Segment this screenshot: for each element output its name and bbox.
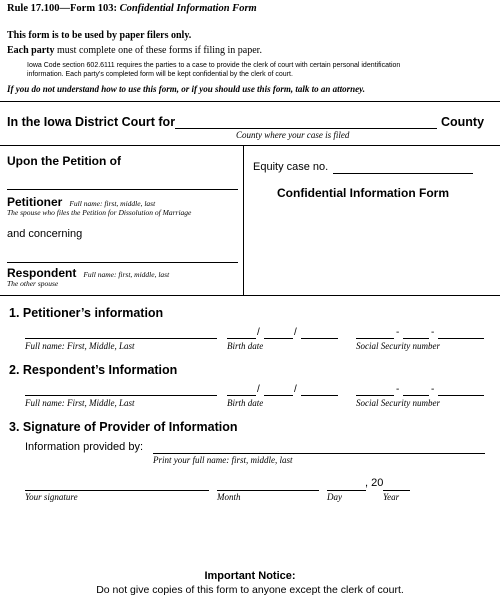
date-separator: /: [257, 384, 260, 395]
sign-year-field[interactable]: [383, 490, 410, 491]
equity-case-field[interactable]: [333, 173, 473, 174]
ssn-caption: Social Security number: [356, 398, 440, 408]
petitioner-fullname-field[interactable]: [25, 338, 217, 339]
county-caption: County where your case is filed: [236, 130, 350, 140]
respondent-ssn-part2-field[interactable]: [403, 395, 429, 396]
rule-number: [7, 3, 257, 14]
respondent-hint: Full name: first, middle, last: [83, 270, 170, 279]
name-caption: Full name: First, Middle, Last: [25, 398, 135, 408]
respondent-name-field[interactable]: [7, 262, 238, 263]
signature-caption: Your signature: [25, 492, 78, 502]
petitioner-ssn-part1-field[interactable]: [356, 338, 394, 339]
and-concerning: and concerning: [7, 228, 83, 240]
sign-day-field[interactable]: [327, 490, 366, 491]
date-separator: /: [294, 384, 297, 395]
birth-caption: Birth date: [227, 341, 264, 351]
paper-filers-note: This form is to be used by paper filers only.: [7, 30, 192, 41]
code-note-line-1: Iowa Code section 602.6111 requires the parties to a case to provide the clerk of court with certain personal identification: [27, 62, 401, 69]
caption-top-divider: [0, 145, 500, 146]
signature-field[interactable]: [25, 490, 209, 491]
respondent-label: Respondent: [7, 266, 77, 280]
year-caption: Year: [383, 492, 400, 502]
month-caption: Month: [217, 492, 241, 502]
respondent-desc: The other spouse: [7, 279, 59, 288]
county-field[interactable]: [175, 128, 437, 129]
form-title: Confidential Information Form: [119, 3, 257, 14]
petitioner-birth-year-field[interactable]: [301, 338, 338, 339]
code-note: [27, 61, 400, 79]
notice-text: Do not give copies of this form to anyone except the clerk of court.: [96, 584, 404, 596]
respondent-birth-month-field[interactable]: [227, 395, 256, 396]
day-caption: Day: [327, 492, 342, 502]
respondent-ssn-part3-field[interactable]: [438, 395, 484, 396]
county-suffix: County: [441, 115, 485, 129]
ssn-separator: -: [396, 327, 400, 338]
ssn-caption: Social Security number: [356, 341, 440, 351]
respondent-birth-year-field[interactable]: [301, 395, 338, 396]
section-1-heading: 1. Petitioner’s information: [9, 306, 164, 320]
each-party-note: [7, 45, 262, 56]
petitioner-birth-month-field[interactable]: [227, 338, 256, 339]
section-2-heading: 2. Respondent’s Information: [9, 363, 178, 377]
notice-title: Important Notice:: [204, 570, 296, 582]
sign-month-field[interactable]: [217, 490, 319, 491]
petition-heading: Upon the Petition of: [7, 154, 121, 168]
equity-label: Equity case no.: [253, 161, 329, 173]
section-3-heading: 3. Signature of Provider of Information: [9, 420, 238, 434]
print-name-caption: Print your full name: first, middle, last: [153, 455, 293, 465]
name-caption: Full name: First, Middle, Last: [25, 341, 135, 351]
petitioner-name-field[interactable]: [7, 189, 238, 190]
caption-bottom-divider: [0, 295, 500, 296]
provided-by-label: Information provided by:: [25, 441, 144, 453]
provider-name-field[interactable]: [153, 453, 485, 454]
attorney-note: If you do not understand how to use this form, or if you should use this form, talk to an attorney.: [7, 84, 365, 94]
each-party-bold: Each party: [7, 45, 55, 56]
ssn-separator: -: [431, 384, 435, 395]
rule-label: Rule 17.100—Form 103:: [7, 3, 117, 14]
birth-caption: Birth date: [227, 398, 264, 408]
respondent-ssn-part1-field[interactable]: [356, 395, 394, 396]
date-separator: /: [294, 327, 297, 338]
ssn-separator: -: [396, 384, 400, 395]
code-note-line-2: information. Each party's completed form will be kept confidential by the clerk of court.: [27, 71, 293, 78]
petitioner-label: Petitioner: [7, 195, 63, 209]
form-name: Confidential Information Form: [277, 186, 449, 200]
petitioner-hint: Full name: first, middle, last: [69, 199, 156, 208]
petitioner-birth-day-field[interactable]: [264, 338, 293, 339]
court-prefix: In the Iowa District Court for: [7, 115, 176, 129]
each-party-rest: must complete one of these forms if filing in paper.: [54, 45, 262, 56]
respondent-fullname-field[interactable]: [25, 395, 217, 396]
year-prefix: , 20: [365, 477, 384, 489]
petitioner-ssn-part3-field[interactable]: [438, 338, 484, 339]
date-separator: /: [257, 327, 260, 338]
petitioner-desc: The spouse who files the Petition for Dissolution of Marriage: [7, 208, 192, 217]
header-divider: [0, 101, 500, 102]
respondent-birth-day-field[interactable]: [264, 395, 293, 396]
caption-vertical-divider: [243, 145, 244, 295]
petitioner-ssn-part2-field[interactable]: [403, 338, 429, 339]
ssn-separator: -: [431, 327, 435, 338]
